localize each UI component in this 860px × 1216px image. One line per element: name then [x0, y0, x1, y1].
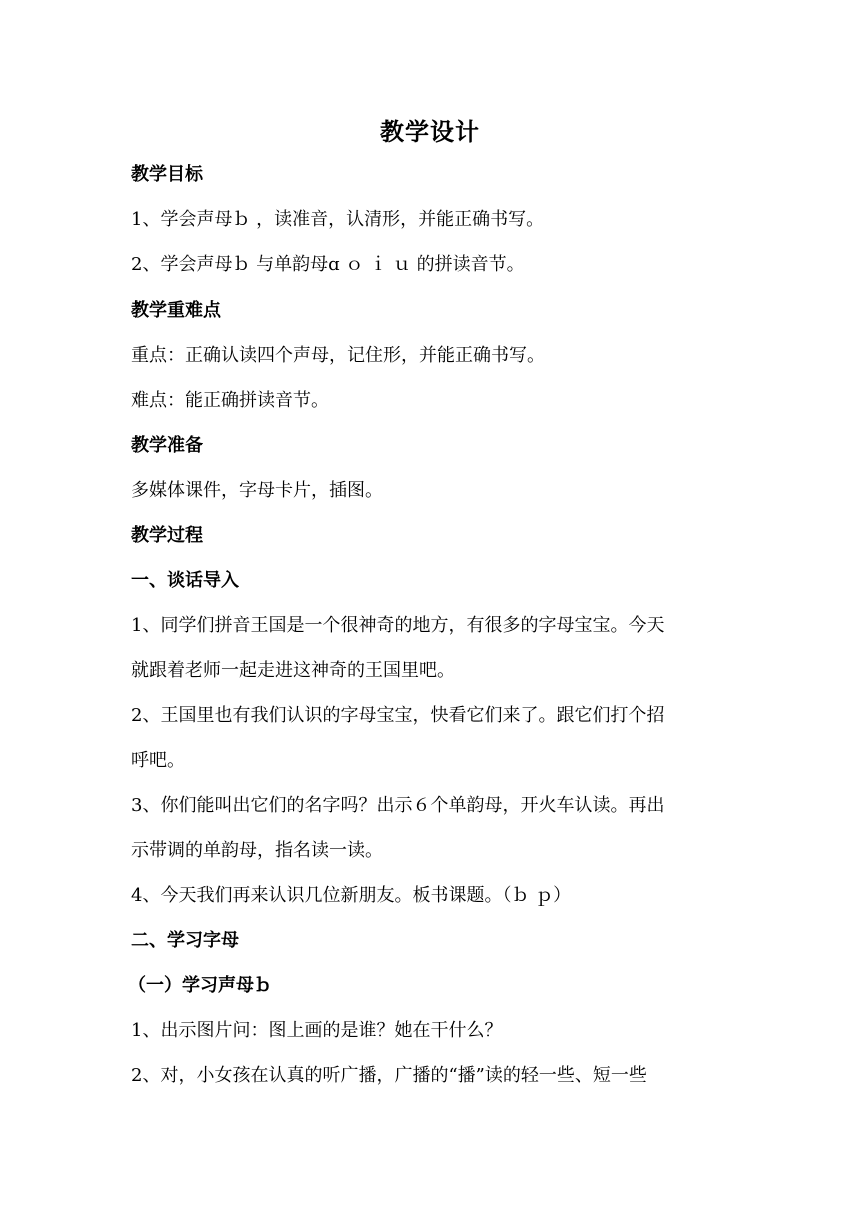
- part2-heading: 二、学习字母: [131, 930, 239, 951]
- objectives-heading: 教学目标: [131, 164, 203, 185]
- paragraph-2-line-1: 2、王国里也有我们认识的字母宝宝，快看它们来了。跟它们打个招: [131, 705, 665, 726]
- objective-1: 1、学会声母ｂ ，读准音，认清形，并能正确书写。: [131, 209, 545, 230]
- paragraph-4-line-1: 4、今天我们再来认识几位新朋友。板书课题。（ｂ ｐ）: [131, 885, 572, 906]
- difficult-point: 难点：能正确拼读音节。: [131, 390, 329, 411]
- paragraph-3-line-1: 3、你们能叫出它们的名字吗？出示６个单韵母，开火车认读。再出: [131, 795, 665, 816]
- key-heading: 教学重难点: [131, 300, 221, 321]
- objective-2: 2、学会声母ｂ 与单韵母ɑ ｏ ｉ ｕ 的拼读音节。: [131, 254, 525, 275]
- page-title: 教学设计: [380, 117, 480, 146]
- sub1-heading: （一）学习声母ｂ: [128, 975, 272, 996]
- step-2-line: 2、对，小女孩在认真的听广播，广播的“播”读的轻一些、短一些: [131, 1065, 647, 1086]
- paragraph-1-line-2: 就跟着老师一起走进这神奇的王国里吧。: [131, 660, 455, 681]
- prep-text: 多媒体课件，字母卡片，插图。: [131, 480, 383, 501]
- paragraph-2-line-2: 呼吧。: [131, 750, 185, 771]
- part1-heading: 一、谈话导入: [131, 570, 239, 591]
- prep-heading: 教学准备: [131, 435, 203, 456]
- paragraph-1-line-1: 1、同学们拼音王国是一个很神奇的地方，有很多的字母宝宝。今天: [131, 615, 665, 636]
- key-point: 重点：正确认读四个声母，记住形，并能正确书写。: [131, 345, 545, 366]
- step-1-line: 1、出示图片问：图上画的是谁？她在干什么？: [131, 1020, 503, 1041]
- paragraph-3-line-2: 示带调的单韵母，指名读一读。: [131, 840, 383, 861]
- process-heading: 教学过程: [131, 525, 203, 546]
